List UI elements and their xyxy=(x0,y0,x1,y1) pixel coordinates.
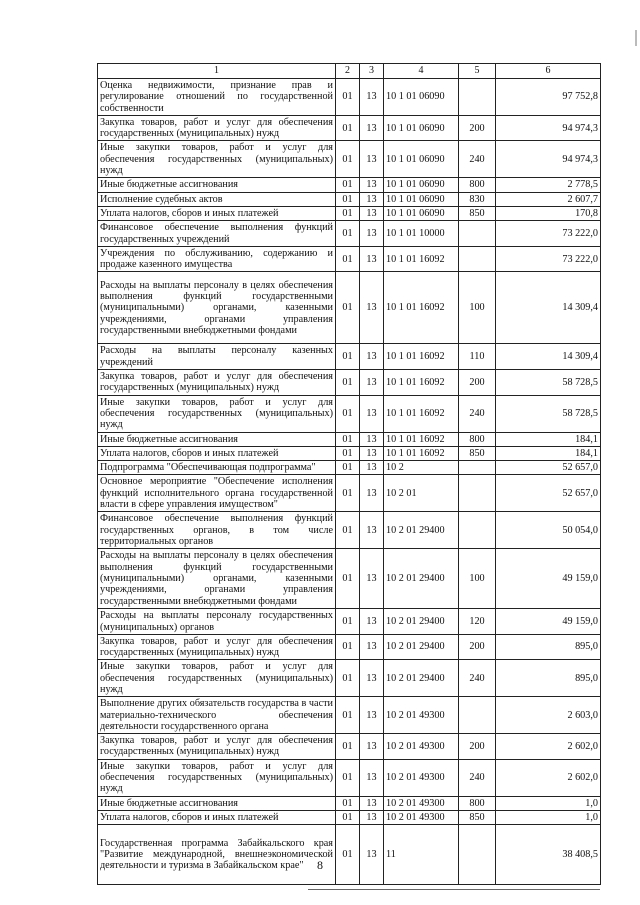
footer-divider xyxy=(308,889,600,890)
table-row xyxy=(98,549,601,609)
row-name-cell: Закупка товаров, работ и услуг для обеспечения государственных (муниципальных) нужд xyxy=(98,734,336,760)
table-row xyxy=(98,178,601,192)
row-target-code-cell: 10 1 01 06090 xyxy=(384,79,459,116)
row-name-cell: Финансовое обеспечение выполнения функций государственных учреждений xyxy=(98,221,336,247)
row-target-code-cell: 10 1 01 06090 xyxy=(384,115,459,141)
row-subsection-cell: 13 xyxy=(360,796,384,810)
row-subsection-cell: 13 xyxy=(360,395,384,432)
row-subsection-cell: 13 xyxy=(360,178,384,192)
page-number: 8 xyxy=(317,858,323,872)
row-amount-cell: 49 159,0 xyxy=(496,549,601,609)
row-name-cell: Иные бюджетные ассигнования xyxy=(98,796,336,810)
row-amount-cell: 184,1 xyxy=(496,446,601,460)
row-subsection-cell: 13 xyxy=(360,192,384,206)
row-section-cell: 01 xyxy=(336,246,360,272)
row-subsection-cell: 13 xyxy=(360,461,384,475)
row-subsection-cell: 13 xyxy=(360,475,384,512)
row-section-cell: 01 xyxy=(336,192,360,206)
row-section-cell: 01 xyxy=(336,395,360,432)
row-section-cell: 01 xyxy=(336,549,360,609)
header-cell-4: 4 xyxy=(384,64,459,79)
row-subsection-cell: 13 xyxy=(360,512,384,549)
row-section-cell: 01 xyxy=(336,79,360,116)
row-target-code-cell: 10 2 01 29400 xyxy=(384,660,459,697)
row-amount-cell: 52 657,0 xyxy=(496,461,601,475)
row-name-cell: Иные закупки товаров, работ и услуг для обеспечения государственных (муниципальных) нужд xyxy=(98,660,336,697)
row-target-code-cell: 10 1 01 16092 xyxy=(384,246,459,272)
row-amount-cell: 14 309,4 xyxy=(496,344,601,370)
row-name-cell: Иные закупки товаров, работ и услуг для обеспечения государственных (муниципальных) нужд xyxy=(98,759,336,796)
budget-table xyxy=(97,63,601,885)
row-subsection-cell: 13 xyxy=(360,825,384,885)
row-subsection-cell: 13 xyxy=(360,221,384,247)
row-name-cell: Финансовое обеспечение выполнения функций государственных органов, в том числе территориальных органов xyxy=(98,512,336,549)
row-subsection-cell: 13 xyxy=(360,697,384,734)
row-amount-cell: 73 222,0 xyxy=(496,221,601,247)
row-subsection-cell: 13 xyxy=(360,432,384,446)
row-name-cell: Учреждения по обслуживанию, содержанию и продаже казенного имущества xyxy=(98,246,336,272)
row-name-cell: Иные бюджетные ассигнования xyxy=(98,432,336,446)
row-subsection-cell: 13 xyxy=(360,660,384,697)
row-expense-type-cell xyxy=(459,461,496,475)
row-expense-type-cell: 830 xyxy=(459,192,496,206)
row-target-code-cell: 10 2 01 29400 xyxy=(384,634,459,660)
row-target-code-cell: 10 1 01 06090 xyxy=(384,206,459,220)
row-target-code-cell: 10 2 01 49300 xyxy=(384,796,459,810)
row-name-cell: Расходы на выплаты персоналу в целях обеспечения выполнения функций государственными (муниципальными) органами, казенными учреждениями, органами управления государственными внебюджетными фондами xyxy=(98,549,336,609)
row-amount-cell: 14 309,4 xyxy=(496,272,601,344)
row-section-cell: 01 xyxy=(336,432,360,446)
row-section-cell: 01 xyxy=(336,141,360,178)
row-target-code-cell: 10 1 01 16092 xyxy=(384,446,459,460)
row-section-cell: 01 xyxy=(336,609,360,635)
row-section-cell: 01 xyxy=(336,461,360,475)
row-expense-type-cell: 240 xyxy=(459,759,496,796)
row-subsection-cell: 13 xyxy=(360,141,384,178)
table-row xyxy=(98,446,601,460)
table-row xyxy=(98,344,601,370)
row-subsection-cell: 13 xyxy=(360,272,384,344)
row-subsection-cell: 13 xyxy=(360,446,384,460)
row-amount-cell: 58 728,5 xyxy=(496,370,601,396)
row-name-cell: Уплата налогов, сборов и иных платежей xyxy=(98,810,336,824)
table-row xyxy=(98,734,601,760)
row-section-cell: 01 xyxy=(336,115,360,141)
row-name-cell: Уплата налогов, сборов и иных платежей xyxy=(98,446,336,460)
row-section-cell: 01 xyxy=(336,796,360,810)
row-subsection-cell: 13 xyxy=(360,370,384,396)
row-name-cell: Иные закупки товаров, работ и услуг для обеспечения государственных (муниципальных) нужд xyxy=(98,141,336,178)
row-amount-cell: 1,0 xyxy=(496,810,601,824)
row-section-cell: 01 xyxy=(336,660,360,697)
table-row xyxy=(98,475,601,512)
row-expense-type-cell: 200 xyxy=(459,370,496,396)
row-section-cell: 01 xyxy=(336,178,360,192)
row-amount-cell: 94 974,3 xyxy=(496,115,601,141)
budget-table-body xyxy=(98,64,601,885)
row-target-code-cell: 10 2 01 49300 xyxy=(384,697,459,734)
table-row xyxy=(98,810,601,824)
table-row xyxy=(98,141,601,178)
table-header-row xyxy=(98,64,601,79)
table-row xyxy=(98,512,601,549)
row-expense-type-cell: 200 xyxy=(459,115,496,141)
row-amount-cell: 58 728,5 xyxy=(496,395,601,432)
row-subsection-cell: 13 xyxy=(360,609,384,635)
row-name-cell: Иные бюджетные ассигнования xyxy=(98,178,336,192)
row-name-cell: Выполнение других обязательств государства в части материально-технического обеспечения деятельности государственного органа xyxy=(98,697,336,734)
row-name-cell: Расходы на выплаты персоналу казенных учреждений xyxy=(98,344,336,370)
row-amount-cell: 73 222,0 xyxy=(496,246,601,272)
table-row xyxy=(98,395,601,432)
row-section-cell: 01 xyxy=(336,697,360,734)
row-subsection-cell: 13 xyxy=(360,344,384,370)
table-row xyxy=(98,609,601,635)
row-amount-cell: 1,0 xyxy=(496,796,601,810)
header-cell-1: 1 xyxy=(98,64,336,79)
row-expense-type-cell: 100 xyxy=(459,272,496,344)
row-name-cell: Уплата налогов, сборов и иных платежей xyxy=(98,206,336,220)
row-subsection-cell: 13 xyxy=(360,206,384,220)
row-amount-cell: 38 408,5 xyxy=(496,825,601,885)
table-row xyxy=(98,825,601,885)
row-target-code-cell: 10 2 01 49300 xyxy=(384,810,459,824)
row-name-cell: Закупка товаров, работ и услуг для обеспечения государственных (муниципальных) нужд xyxy=(98,634,336,660)
row-section-cell: 01 xyxy=(336,475,360,512)
row-target-code-cell: 11 xyxy=(384,825,459,885)
row-expense-type-cell: 110 xyxy=(459,344,496,370)
row-target-code-cell: 10 1 01 16092 xyxy=(384,432,459,446)
row-subsection-cell: 13 xyxy=(360,246,384,272)
table-row xyxy=(98,192,601,206)
row-amount-cell: 895,0 xyxy=(496,660,601,697)
row-name-cell: Подпрограмма "Обеспечивающая подпрограмма" xyxy=(98,461,336,475)
row-target-code-cell: 10 2 01 49300 xyxy=(384,759,459,796)
table-row xyxy=(98,221,601,247)
row-expense-type-cell xyxy=(459,697,496,734)
row-section-cell: 01 xyxy=(336,825,360,885)
row-expense-type-cell: 800 xyxy=(459,432,496,446)
row-target-code-cell: 10 1 01 16092 xyxy=(384,395,459,432)
row-amount-cell: 2 607,7 xyxy=(496,192,601,206)
row-target-code-cell: 10 2 01 xyxy=(384,475,459,512)
row-name-cell: Основное мероприятие "Обеспечение исполнения функций исполнительного органа государственной власти в сфере управления имуществом" xyxy=(98,475,336,512)
row-expense-type-cell xyxy=(459,246,496,272)
row-name-cell: Оценка недвижимости, признание прав и регулирование отношений по государственной собственности xyxy=(98,79,336,116)
row-section-cell: 01 xyxy=(336,370,360,396)
row-section-cell: 01 xyxy=(336,221,360,247)
header-cell-5: 5 xyxy=(459,64,496,79)
row-expense-type-cell: 850 xyxy=(459,810,496,824)
row-name-cell: Закупка товаров, работ и услуг для обеспечения государственных (муниципальных) нужд xyxy=(98,370,336,396)
table-row xyxy=(98,272,601,344)
row-expense-type-cell xyxy=(459,475,496,512)
row-name-cell: Иные закупки товаров, работ и услуг для обеспечения государственных (муниципальных) нужд xyxy=(98,395,336,432)
row-expense-type-cell: 120 xyxy=(459,609,496,635)
row-amount-cell: 50 054,0 xyxy=(496,512,601,549)
row-expense-type-cell: 240 xyxy=(459,660,496,697)
edge-mark xyxy=(635,30,637,46)
table-row xyxy=(98,79,601,116)
row-section-cell: 01 xyxy=(336,272,360,344)
row-expense-type-cell xyxy=(459,221,496,247)
row-amount-cell: 2 602,0 xyxy=(496,734,601,760)
row-target-code-cell: 10 1 01 06090 xyxy=(384,178,459,192)
table-row xyxy=(98,206,601,220)
row-target-code-cell: 10 1 01 06090 xyxy=(384,192,459,206)
row-target-code-cell: 10 1 01 16092 xyxy=(384,370,459,396)
row-amount-cell: 184,1 xyxy=(496,432,601,446)
row-amount-cell: 2 778,5 xyxy=(496,178,601,192)
row-subsection-cell: 13 xyxy=(360,79,384,116)
row-target-code-cell: 10 1 01 16092 xyxy=(384,344,459,370)
row-amount-cell: 49 159,0 xyxy=(496,609,601,635)
row-target-code-cell: 10 1 01 10000 xyxy=(384,221,459,247)
row-target-code-cell: 10 2 01 29400 xyxy=(384,609,459,635)
row-expense-type-cell: 850 xyxy=(459,446,496,460)
row-section-cell: 01 xyxy=(336,344,360,370)
row-name-cell: Расходы на выплаты персоналу государственных (муниципальных) органов xyxy=(98,609,336,635)
row-expense-type-cell: 850 xyxy=(459,206,496,220)
row-expense-type-cell: 200 xyxy=(459,634,496,660)
row-name-cell: Расходы на выплаты персоналу в целях обеспечения выполнения функций государственными (муниципальными) органами, казенными учреждениями, органами управления государственными внебюджетными фондами xyxy=(98,272,336,344)
row-target-code-cell: 10 2 01 29400 xyxy=(384,549,459,609)
row-expense-type-cell: 240 xyxy=(459,141,496,178)
header-cell-2: 2 xyxy=(336,64,360,79)
row-subsection-cell: 13 xyxy=(360,734,384,760)
row-amount-cell: 52 657,0 xyxy=(496,475,601,512)
row-subsection-cell: 13 xyxy=(360,115,384,141)
table-row xyxy=(98,796,601,810)
row-amount-cell: 895,0 xyxy=(496,634,601,660)
row-expense-type-cell: 240 xyxy=(459,395,496,432)
row-subsection-cell: 13 xyxy=(360,634,384,660)
row-subsection-cell: 13 xyxy=(360,759,384,796)
row-name-cell: Исполнение судебных актов xyxy=(98,192,336,206)
row-expense-type-cell xyxy=(459,79,496,116)
row-expense-type-cell: 200 xyxy=(459,734,496,760)
row-expense-type-cell xyxy=(459,825,496,885)
table-row xyxy=(98,370,601,396)
row-expense-type-cell: 100 xyxy=(459,549,496,609)
table-row xyxy=(98,697,601,734)
row-name-cell: Государственная программа Забайкальского края "Развитие международной, внешнеэкономической деятельности и туризма в Забайкальском крае" xyxy=(98,825,336,885)
row-subsection-cell: 13 xyxy=(360,810,384,824)
row-target-code-cell: 10 2 xyxy=(384,461,459,475)
row-expense-type-cell: 800 xyxy=(459,178,496,192)
table-row xyxy=(98,461,601,475)
table-row xyxy=(98,246,601,272)
table-row xyxy=(98,115,601,141)
row-target-code-cell: 10 1 01 16092 xyxy=(384,272,459,344)
row-subsection-cell: 13 xyxy=(360,549,384,609)
row-amount-cell: 97 752,8 xyxy=(496,79,601,116)
row-target-code-cell: 10 1 01 06090 xyxy=(384,141,459,178)
row-amount-cell: 94 974,3 xyxy=(496,141,601,178)
table-row xyxy=(98,660,601,697)
row-name-cell: Закупка товаров, работ и услуг для обеспечения государственных (муниципальных) нужд xyxy=(98,115,336,141)
row-expense-type-cell xyxy=(459,512,496,549)
row-section-cell: 01 xyxy=(336,446,360,460)
row-section-cell: 01 xyxy=(336,759,360,796)
row-section-cell: 01 xyxy=(336,810,360,824)
table-row xyxy=(98,634,601,660)
row-section-cell: 01 xyxy=(336,206,360,220)
row-section-cell: 01 xyxy=(336,734,360,760)
row-section-cell: 01 xyxy=(336,634,360,660)
row-amount-cell: 2 603,0 xyxy=(496,697,601,734)
header-cell-6: 6 xyxy=(496,64,601,79)
row-section-cell: 01 xyxy=(336,512,360,549)
row-target-code-cell: 10 2 01 49300 xyxy=(384,734,459,760)
row-amount-cell: 170,8 xyxy=(496,206,601,220)
header-cell-3: 3 xyxy=(360,64,384,79)
table-row xyxy=(98,432,601,446)
table-row xyxy=(98,759,601,796)
row-expense-type-cell: 800 xyxy=(459,796,496,810)
row-target-code-cell: 10 2 01 29400 xyxy=(384,512,459,549)
row-amount-cell: 2 602,0 xyxy=(496,759,601,796)
